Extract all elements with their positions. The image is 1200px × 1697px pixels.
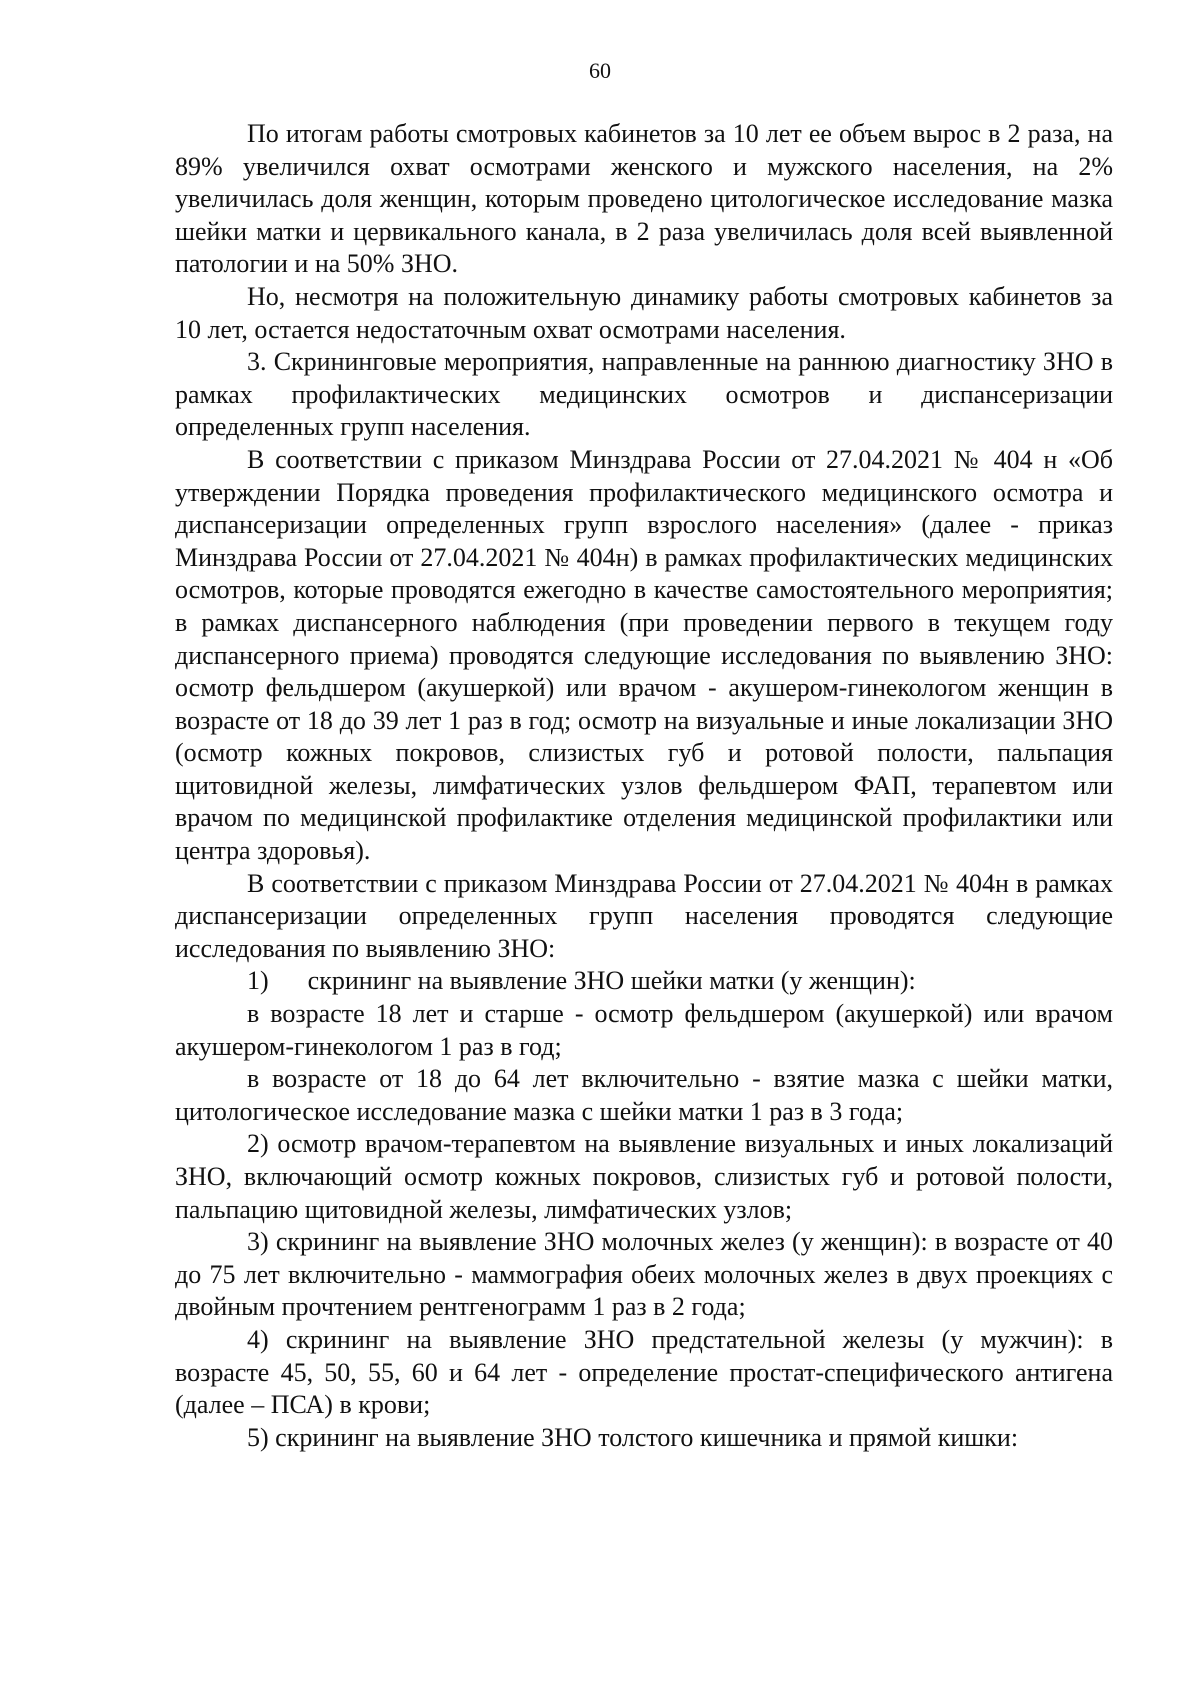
list-item-4-prostate-screening: 4) скрининг на выявление ЗНО предстательной железы (у мужчин): в возрасте 45, 50, 55, 60 и 64 лет - определение простат-специфического антигена (далее – ПСА) в крови; [175, 1324, 1113, 1420]
list-item-5-colorectal-screening: 5) скрининг на выявление ЗНО толстого кишечника и прямой кишки: [247, 1422, 1019, 1452]
list-item-2-therapist-exam: 2) осмотр врачом-терапевтом на выявление визуальных и иных локализаций ЗНО, включающий осмотр кожных покровов, слизистых губ и ротовой полости, пальпацию щитовидной железы, лимфатических узлов; [175, 1129, 1113, 1224]
paragraph-screening-results: По итогам работы смотровых кабинетов за 10 лет ее объем вырос в 2 раза, на 89% увеличился охват осмотрами женского и мужского населения, на 2% увеличилась доля женщин, которым проведено цитологическое исследование мазка шейки матки и цервикального канала, в 2 раза увеличилась доля всей выявленной патологии и на 50% ЗНО. [175, 119, 1113, 279]
paragraph-insufficient-coverage: Но, несмотря на положительную динамику работы смотровых кабинетов за 10 лет, остается недостаточным охват осмотрами населения. [175, 281, 1113, 344]
list-item-1-age-18-64: в возрасте от 18 до 64 лет включительно - взятие мазка с шейки матки, цитологическое исследование мазка с шейки матки 1 раз в 3 года; [175, 1064, 1113, 1126]
paragraph-section-3-heading: 3. Скрининговые мероприятия, направленные на раннюю диагностику ЗНО в рамках профилактических медицинских осмотров и диспансеризации определенных групп населения. [175, 347, 1113, 442]
list-item-3-breast-screening: 3) скрининг на выявление ЗНО молочных желез (у женщин): в возрасте от 40 до 75 лет включительно - маммография обеих молочных желез в двух проекциях с двойным прочтением рентгенограмм 1 раз в 2 года; [175, 1227, 1113, 1322]
paragraph-order-404n-dispensary: В соответствии с приказом Минздрава России от 27.04.2021 № 404н в рамках диспансеризации определенных групп населения проводятся следующие исследования по выявлению ЗНО: [175, 868, 1113, 963]
document-body [175, 118, 1113, 1454]
list-item-1-age-18: в возрасте 18 лет и старше - осмотр фельдшером (акушеркой) или врачом акушером-гинекологом 1 раз в год; [175, 999, 1113, 1061]
page-number: 60 [589, 58, 611, 83]
list-item-1-cervical-screening: 1) скрининг на выявление ЗНО шейки матки (у женщин): [247, 966, 916, 996]
paragraph-order-404n-preventive: В соответствии с приказом Минздрава России от 27.04.2021 № 404 н «Об утверждении Порядка проведения профилактического медицинского осмотра и диспансеризации определенных групп взрослого населения» (далее - приказ Минздрава России от 27.04.2021 № 404н) в рамках профилактических медицинских осмотров, которые проводятся ежегодно в качестве самостоятельного мероприятия; в рамках диспансерного наблюдения (при проведении первого в текущем году диспансерного приема) проводятся следующие исследования по выявлению ЗНО: осмотр фельдшером (акушеркой) или врачом - акушером-гинекологом женщин в возрасте от 18 до 39 лет 1 раз в год; осмотр на визуальные и иные локализации ЗНО (осмотр кожных покровов, слизистых губ и ротовой полости, пальпация щитовидной железы, лимфатических узлов фельдшером ФАП, терапевтом или врачом по медицинской профилактике отделения медицинской профилактики или центра здоровья). [175, 444, 1113, 866]
